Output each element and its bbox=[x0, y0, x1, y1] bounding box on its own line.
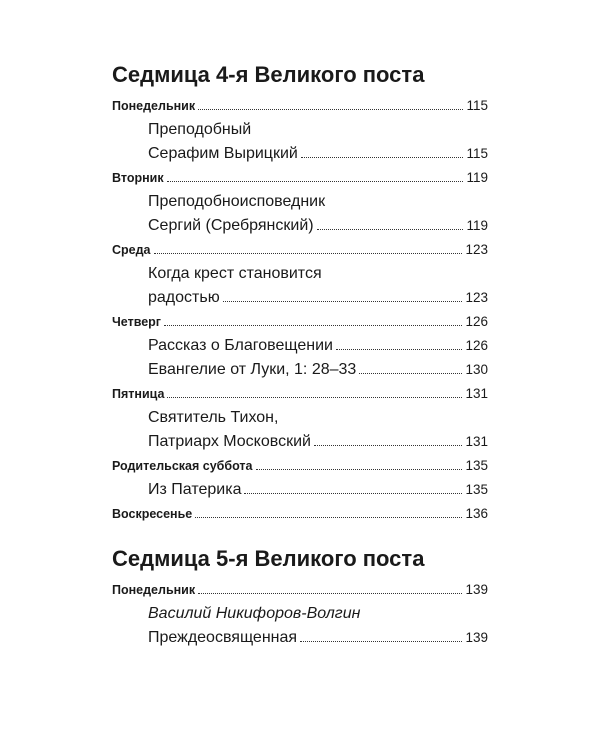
toc-entry-sergiy[interactable] bbox=[112, 214, 488, 238]
page-number: 135 bbox=[465, 482, 488, 497]
page-number: 136 bbox=[465, 506, 488, 521]
entry-text-line: Святитель Тихон, bbox=[148, 409, 279, 426]
leader-dots bbox=[198, 109, 463, 110]
entry-label: Понедельник bbox=[112, 99, 196, 113]
toc-entry-sunday[interactable] bbox=[112, 502, 488, 526]
page-number: 123 bbox=[465, 290, 488, 305]
leader-dots bbox=[167, 397, 462, 398]
entry-text-line: Преподобноисповедник bbox=[148, 193, 326, 210]
page-number: 115 bbox=[466, 146, 488, 161]
entry-label: Среда bbox=[112, 243, 151, 257]
leader-dots bbox=[167, 181, 464, 182]
entry-label: Понедельник bbox=[112, 583, 196, 597]
section-title: Седмица 4-я Великого поста bbox=[112, 62, 425, 87]
page-number: 139 bbox=[465, 582, 488, 597]
page-number: 119 bbox=[466, 170, 488, 185]
leader-dots bbox=[359, 373, 462, 374]
toc-entry-presanctified[interactable] bbox=[112, 626, 488, 650]
entry-label: Вторник bbox=[112, 171, 164, 185]
entry-text-line: Когда крест становится bbox=[148, 265, 322, 282]
toc-entry-thursday[interactable] bbox=[112, 310, 488, 334]
toc-entry-tikhon[interactable] bbox=[112, 430, 488, 454]
entry-label: радостью bbox=[148, 289, 220, 306]
toc-section-week-5 bbox=[112, 546, 488, 650]
toc-entry-monday[interactable] bbox=[112, 94, 488, 118]
leader-dots bbox=[244, 493, 462, 494]
toc-entry-tuesday[interactable] bbox=[112, 166, 488, 190]
entry-label: Сергий (Сребрянский) bbox=[148, 217, 314, 234]
leader-dots bbox=[317, 229, 464, 230]
page-number: 139 bbox=[465, 630, 488, 645]
toc-entry-paterikon[interactable] bbox=[112, 478, 488, 502]
entry-author-line: Василий Никифоров-Волгин bbox=[148, 605, 361, 622]
toc-entry-parental-saturday[interactable] bbox=[112, 454, 488, 478]
entry-label: Серафим Вырицкий bbox=[148, 145, 298, 162]
leader-dots bbox=[336, 349, 462, 350]
entry-label: Патриарх Московский bbox=[148, 433, 311, 450]
leader-dots bbox=[256, 469, 463, 470]
page-number: 123 bbox=[465, 242, 488, 257]
section-title: Седмица 5-я Великого поста bbox=[112, 546, 425, 571]
page-number: 135 bbox=[465, 458, 488, 473]
entry-text-line: Преподобный bbox=[148, 121, 252, 138]
toc-section-week-4 bbox=[112, 62, 488, 526]
page-number: 131 bbox=[465, 434, 488, 449]
entry-label: Рассказ о Благовещении bbox=[148, 337, 333, 354]
leader-dots bbox=[301, 157, 464, 158]
table-of-contents bbox=[112, 62, 488, 650]
leader-dots bbox=[164, 325, 462, 326]
leader-dots bbox=[300, 641, 462, 642]
leader-dots bbox=[198, 593, 462, 594]
entry-label: Четверг bbox=[112, 315, 162, 329]
toc-entry-cross-joy[interactable] bbox=[112, 286, 488, 310]
page-number: 130 bbox=[465, 362, 488, 377]
page-number: 131 bbox=[465, 386, 488, 401]
entry-label: Пятница bbox=[112, 387, 165, 401]
leader-dots bbox=[195, 517, 462, 518]
entry-label: Родительская суббота bbox=[112, 459, 253, 473]
toc-entry-wednesday[interactable] bbox=[112, 238, 488, 262]
toc-entry-annunciation-story[interactable] bbox=[112, 334, 488, 358]
leader-dots bbox=[223, 301, 463, 302]
entry-label: Из Патерика bbox=[148, 481, 242, 498]
page-number: 126 bbox=[465, 338, 488, 353]
toc-entry-friday[interactable] bbox=[112, 382, 488, 406]
toc-entry-monday-week5[interactable] bbox=[112, 578, 488, 602]
entry-label: Евангелие от Луки, 1: 28–33 bbox=[148, 361, 357, 378]
entry-label: Воскресенье bbox=[112, 507, 193, 521]
toc-entry-gospel-luke[interactable] bbox=[112, 358, 488, 382]
page-number: 115 bbox=[466, 98, 488, 113]
leader-dots bbox=[314, 445, 463, 446]
leader-dots bbox=[154, 253, 463, 254]
page-number: 119 bbox=[466, 218, 488, 233]
entry-label: Преждеосвященная bbox=[148, 629, 298, 646]
toc-entry-seraphim[interactable] bbox=[112, 142, 488, 166]
page-number: 126 bbox=[465, 314, 488, 329]
